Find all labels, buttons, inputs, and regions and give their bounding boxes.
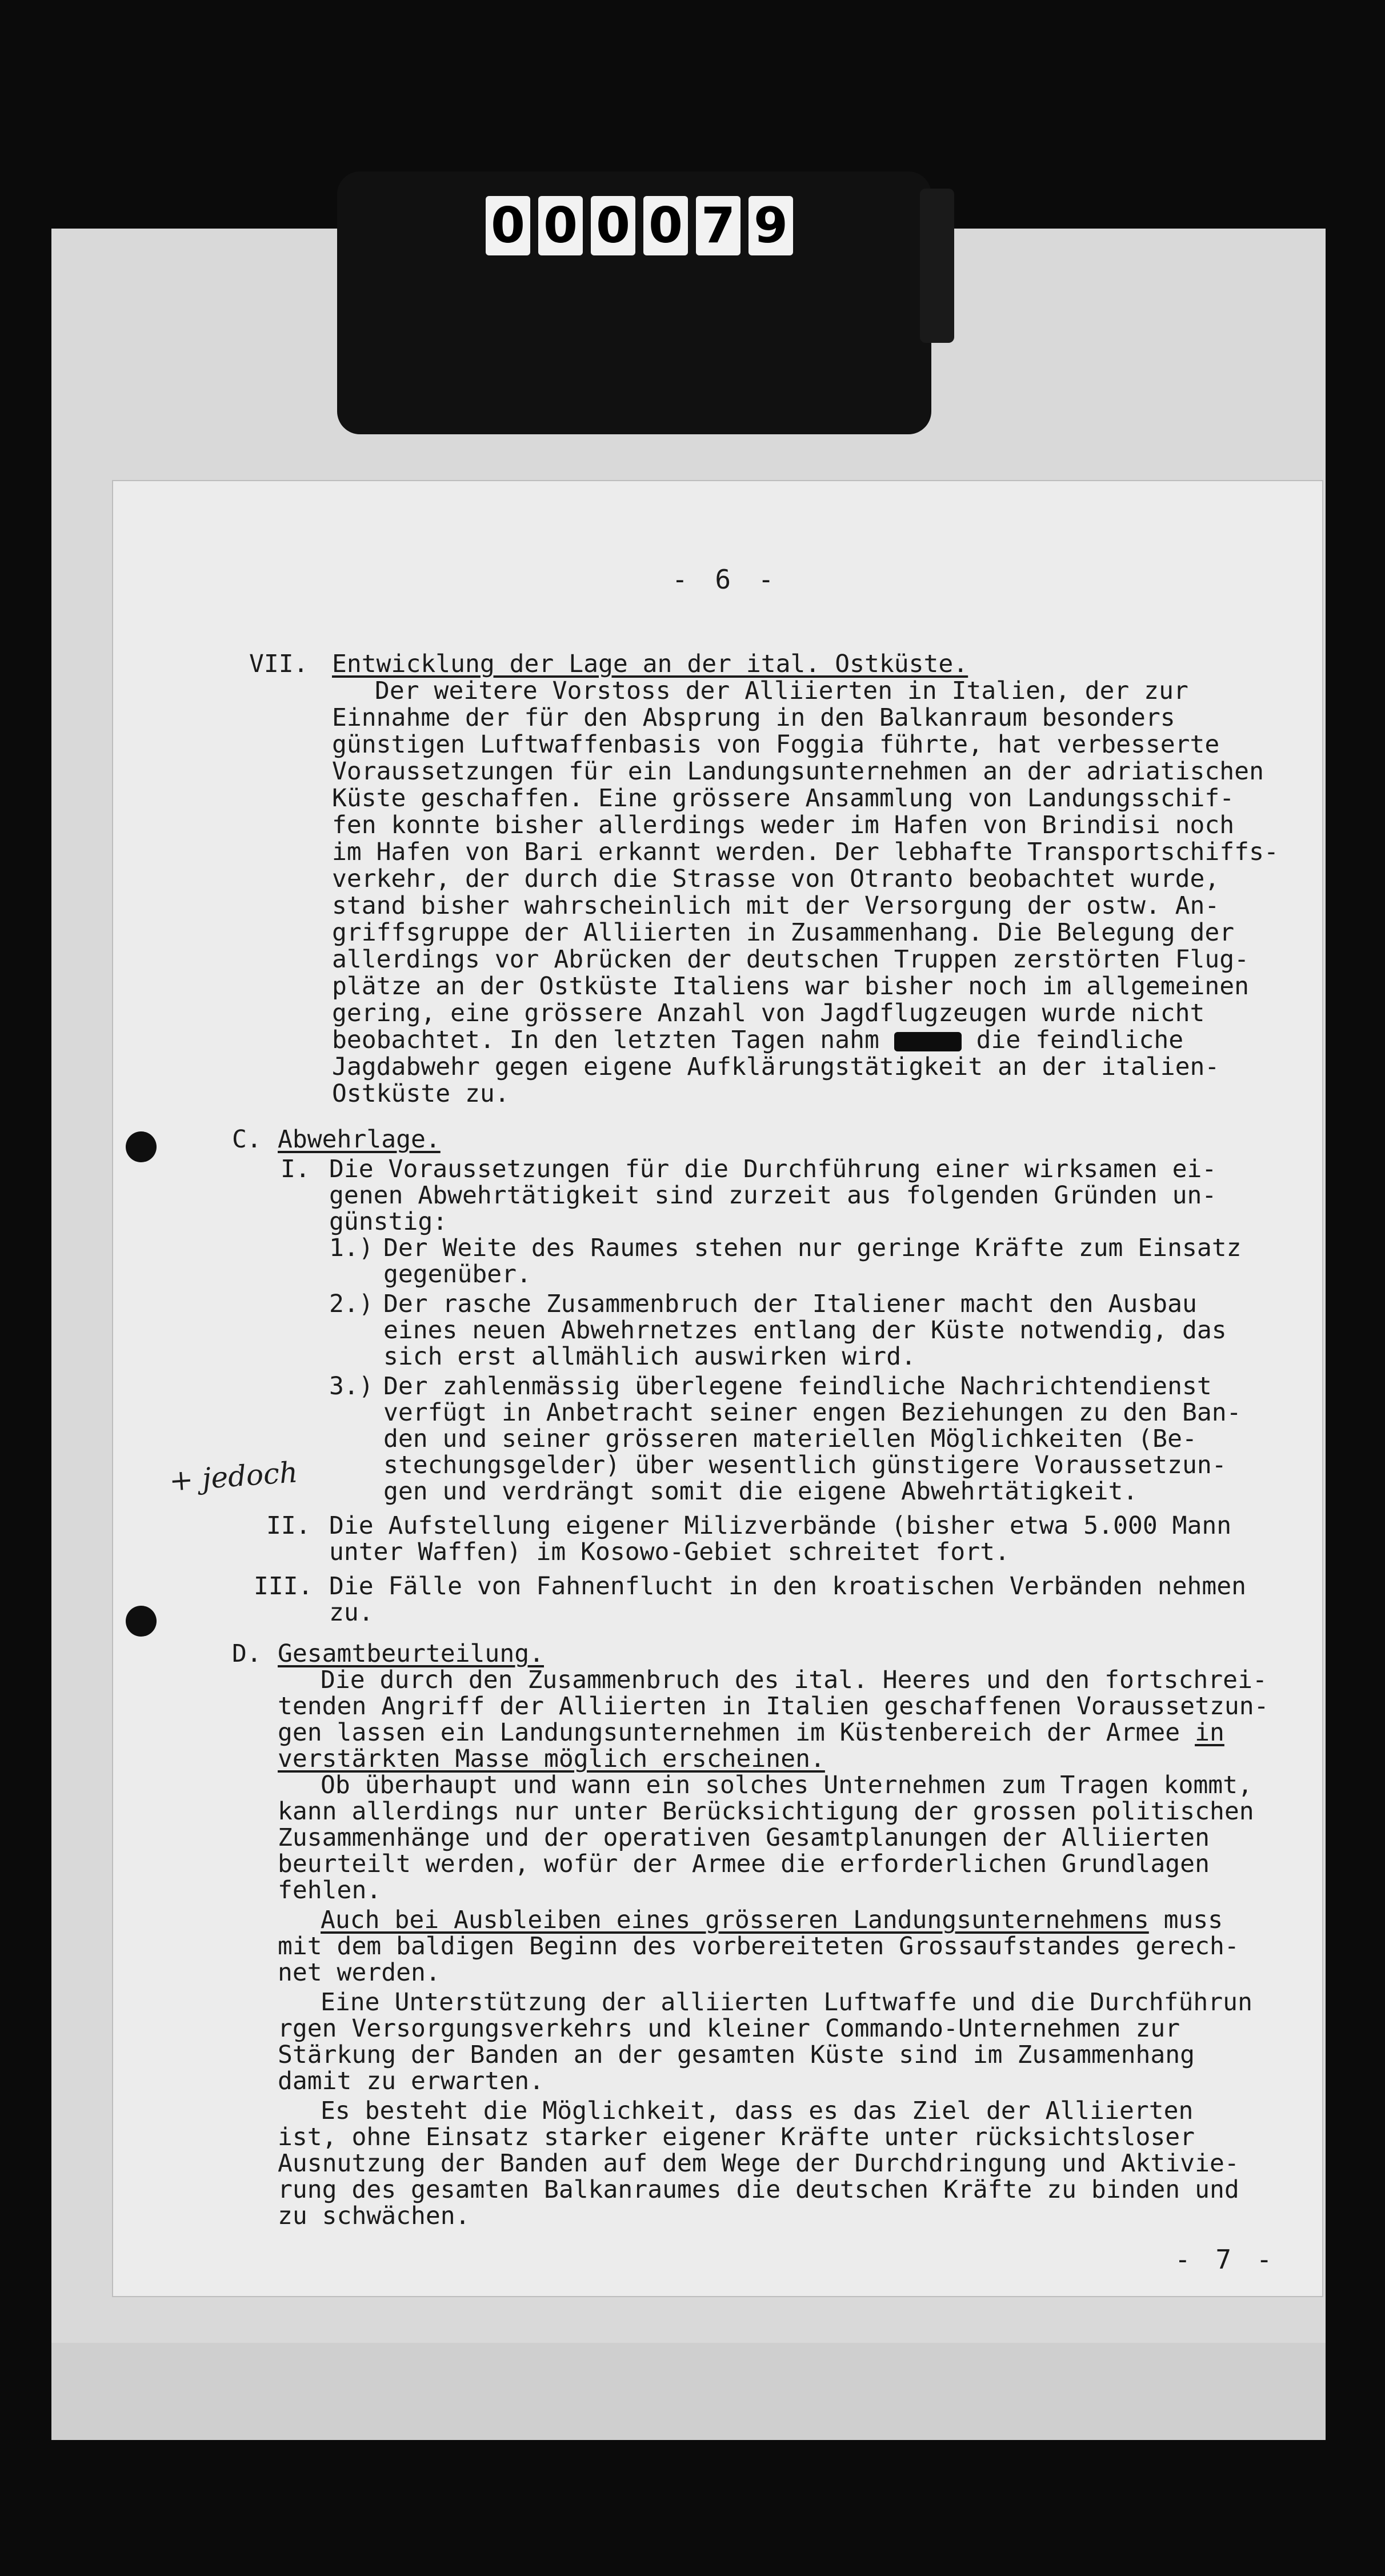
list-marker: 2.) (329, 1290, 374, 1318)
underlined-text: verstärkten Masse möglich erscheinen. (278, 1745, 825, 1773)
text-line: plätze an der Ostküste Italiens war bisher noch im allgemeinen (332, 972, 1250, 1001)
frame-counter-digit: 0 (591, 196, 635, 255)
text-line: griffsgruppe der Alliierten in Zusammenhang. Die Belegung der (332, 918, 1235, 947)
text-line: Der Weite des Raumes stehen nur geringe Kräfte zum Einsatz (383, 1234, 1242, 1262)
text-line: Der rasche Zusammenbruch der Italiener macht den Ausbau (383, 1290, 1197, 1318)
list-marker: II. (266, 1511, 311, 1540)
text-fragment: gen lassen ein Landungsunternehmen im Küstenbereich der Armee (278, 1718, 1180, 1747)
section-d-marker: D. (232, 1639, 262, 1668)
list-marker: I. (281, 1155, 310, 1183)
text-line: Ob überhaupt und wann ein solches Unternehmen zum Tragen kommt, (321, 1771, 1252, 1799)
punch-hole (126, 1131, 157, 1162)
text-line: tenden Angriff der Alliierten in Italien geschaffenen Voraussetzun- (278, 1692, 1269, 1721)
list-marker: 1.) (329, 1234, 374, 1262)
list-marker: III. (254, 1572, 313, 1601)
text-line: zu schwächen. (278, 2202, 470, 2230)
text-line: gegenüber. (383, 1260, 531, 1289)
frame-counter-digit: 7 (696, 196, 740, 255)
backing-sheet-edge (51, 2343, 1326, 2440)
text-line: beurteilt werden, wofür der Armee die erforderlichen Grundlagen (278, 1850, 1210, 1878)
text-line: Ausnutzung der Banden auf dem Wege der Durchdringung und Aktivie- (278, 2149, 1239, 2178)
text-line: günstig: (329, 1207, 448, 1236)
text-line: Einnahme der für den Absprung in den Balkanraum besonders (332, 703, 1175, 732)
text-line: Es besteht die Möglichkeit, dass es das Ziel der Alliierten (321, 2097, 1194, 2125)
frame-counter-digit: 0 (538, 196, 583, 255)
text-line: gering, eine grössere Anzahl von Jagdflugzeugen wurde nicht (332, 999, 1205, 1027)
text-line: fen konnte bisher allerdings weder im Hafen von Brindisi noch (332, 811, 1235, 839)
film-clamp-arm (920, 189, 954, 343)
text-line: unter Waffen) im Kosowo-Gebiet schreitet fort. (329, 1538, 1010, 1566)
text-line (332, 1026, 1183, 1054)
redaction-bar (894, 1032, 962, 1051)
text-line: Die durch den Zusammenbruch des ital. Heeres und den fortschrei- (321, 1666, 1267, 1694)
text-line: Jagdabwehr gegen eigene Aufklärungstätigkeit an der italien- (332, 1053, 1220, 1081)
text-line: Ostküste zu. (332, 1079, 510, 1108)
text-line: günstigen Luftwaffenbasis von Foggia führte, hat verbesserte (332, 730, 1220, 759)
text-line: Zusammenhänge und der operativen Gesamtplanungen der Alliierten (278, 1823, 1210, 1852)
typed-document-page (112, 480, 1323, 2297)
text-line: Die Fälle von Fahnenflucht in den kroatischen Verbänden nehmen (329, 1572, 1247, 1601)
text-line: sich erst allmählich auswirken wird. (383, 1342, 916, 1371)
text-line: verkehr, der durch die Strasse von Otranto beobachtet wurde, (332, 865, 1220, 893)
frame-counter-digit: 9 (748, 196, 793, 255)
punch-hole (126, 1606, 157, 1637)
text-line: rung des gesamten Balkanraumes die deutschen Kräfte zu binden und (278, 2175, 1239, 2204)
underlined-text: in (1195, 1718, 1224, 1747)
section-d-heading: Gesamtbeurteilung. (278, 1639, 544, 1668)
text-line: eines neuen Abwehrnetzes entlang der Küste notwendig, das (383, 1316, 1227, 1345)
section-c-heading: Abwehrlage. (278, 1125, 441, 1154)
text-line: kann allerdings nur unter Berücksichtigung der grossen politischen (278, 1797, 1254, 1826)
frame-counter (486, 194, 793, 257)
page-footer: - 7 - (1175, 2244, 1277, 2275)
text-line: den und seiner grösseren materiellen Möglichkeiten (Be- (383, 1425, 1197, 1453)
text-fragment: die feindliche (976, 1026, 1184, 1054)
section-c-marker: C. (232, 1125, 262, 1154)
frame-counter-digit: 0 (643, 196, 688, 255)
text-line: verfügt in Anbetracht seiner engen Beziehungen zu den Ban- (383, 1398, 1242, 1427)
text-line: zu. (329, 1598, 374, 1627)
text-line: rgen Versorgungsverkehrs und kleiner Commando-Unternehmen zur (278, 2014, 1180, 2043)
text-line: stechungsgelder) über wesentlich günstigere Voraussetzun- (383, 1451, 1227, 1479)
text-line: Der weitere Vorstoss der Alliierten in Italien, der zur (375, 677, 1188, 705)
text-line: Stärkung der Banden an der gesamten Küste sind im Zusammenhang (278, 2041, 1195, 2069)
frame-counter-digit: 0 (486, 196, 530, 255)
text-line: Die Voraussetzungen für die Durchführung einer wirksamen ei- (329, 1155, 1217, 1183)
text-line: net werden. (278, 1958, 441, 1987)
handwritten-margin-note: + jedoch (168, 1455, 299, 1498)
text-fragment: muss (1163, 1906, 1223, 1934)
section-vii-heading: Entwicklung der Lage an der ital. Ostküste. (332, 650, 968, 678)
page-number: - 6 - (672, 564, 780, 595)
text-line: allerdings vor Abrücken der deutschen Truppen zerstörten Flug- (332, 945, 1250, 974)
text-line (278, 1719, 1224, 1746)
text-line: Küste geschaffen. Eine grössere Ansammlung von Landungsschif- (332, 784, 1235, 813)
text-fragment: beobachtet. In den letzten Tagen nahm (332, 1026, 879, 1054)
text-line: im Hafen von Bari erkannt werden. Der lebhafte Transportschiffs- (332, 838, 1279, 866)
section-vii-marker: VII. (249, 650, 309, 678)
text-line: Eine Unterstützung der alliierten Luftwaffe und die Durchführun (321, 1988, 1252, 2017)
text-line: fehlen. (278, 1876, 382, 1905)
text-line: genen Abwehrtätigkeit sind zurzeit aus folgenden Gründen un- (329, 1181, 1217, 1210)
text-line (321, 1906, 1223, 1934)
text-line: mit dem baldigen Beginn des vorbereiteten Grossaufstandes gerech- (278, 1932, 1239, 1961)
text-line: Der zahlenmässig überlegene feindliche Nachrichtendienst (383, 1372, 1212, 1401)
text-line: Voraussetzungen für ein Landungsunternehmen an der adriatischen (332, 757, 1264, 786)
text-line: damit zu erwarten. (278, 2067, 544, 2095)
text-line: ist, ohne Einsatz starker eigener Kräfte unter rücksichtsloser (278, 2123, 1195, 2151)
text-line: gen und verdrängt somit die eigene Abwehrtätigkeit. (383, 1477, 1138, 1506)
text-line: stand bisher wahrscheinlich mit der Versorgung der ostw. An- (332, 891, 1220, 920)
text-line: Die Aufstellung eigener Milizverbände (bisher etwa 5.000 Mann (329, 1511, 1232, 1540)
underlined-text: Auch bei Ausbleiben eines grösseren Landungsunternehmens (321, 1906, 1149, 1934)
list-marker: 3.) (329, 1372, 374, 1401)
